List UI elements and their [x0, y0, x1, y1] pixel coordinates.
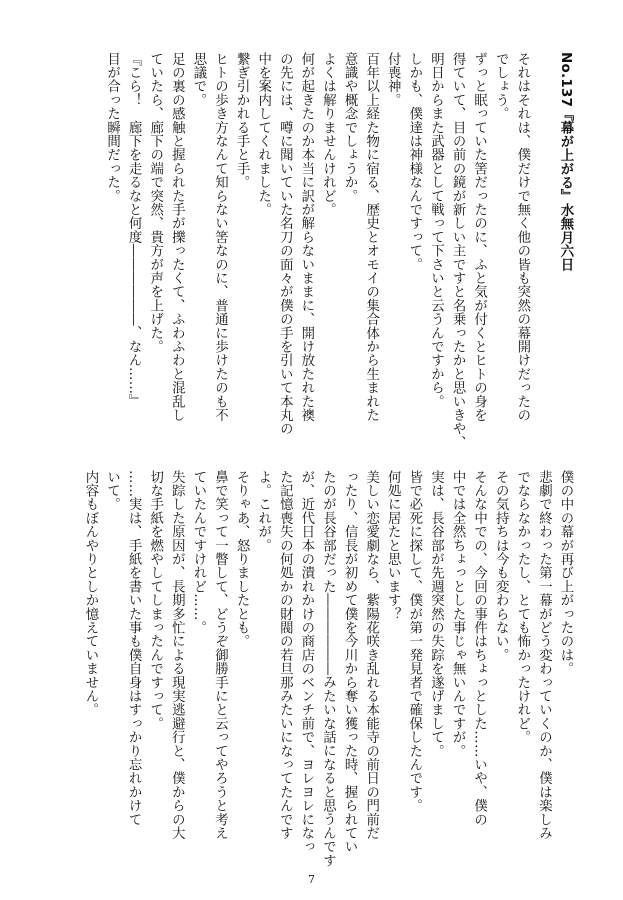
text-line: そりゃあ、怒りましたとも。: [234, 470, 250, 649]
text-line: たのが長谷部だった――――――みたいな話になると思うんです: [320, 470, 336, 868]
text-line: 百年以上経た物に宿る、歴史とオモイの集合体から生まれた: [363, 52, 379, 422]
text-line: 悲劇で終わった第一幕がどう変わっていくのか、僕は楽しみ: [536, 470, 552, 840]
lower-text-block: [79, 470, 576, 868]
upper-text-block: [101, 52, 576, 450]
text-line: 意識や概念でしょうか。: [342, 52, 358, 203]
text-line: の先には、噂に聞いていた名刀の面々が僕の手を引いて本丸の: [277, 52, 293, 436]
text-line: よ。これが。: [255, 470, 271, 553]
text-line: が、近代日本の潰れかけの商店のベンチ前で、ヨレヨレになっ: [298, 470, 314, 854]
text-line: それはそれは、僕だけで無く他の皆も突然の幕開けだったの: [514, 52, 530, 422]
text-line: 中では全然ちょっとした事じゃ無いんですが。: [450, 470, 466, 758]
text-line: 思議で。: [190, 52, 206, 107]
text-line: 得ていて、目の前の鏡が新しい主ですと名乗ったかと思いきや、: [450, 52, 466, 450]
text-line: 目が合った瞬間だった。: [104, 52, 120, 203]
text-line: 『こら！ 廊下を走るなと何度――――――、なん……』: [126, 52, 142, 409]
text-line: 切な手紙を燃やしてしまったんですって。: [147, 470, 163, 731]
text-line: そんな中での、今回の事件はちょっとした……いや、僕の: [471, 470, 487, 827]
text-line: た記憶喪失の何処かの財閥の若旦那みたいになってたんです: [277, 470, 293, 840]
text-line: いて。: [104, 470, 120, 512]
text-line: ……実は、手紙を書いた事も僕自身はすっかり忘れかけて: [126, 470, 142, 827]
chapter-heading: No.137『幕が上がる』水無月六日: [558, 52, 573, 272]
text-line: 内容もぼんやりとしか憶えていません。: [82, 470, 98, 717]
text-line: 中を案内してくれました。: [255, 52, 271, 217]
text-line: ったり、信長が初めて僕を今川から奪い獲った時、握られてい: [342, 470, 358, 854]
text-line: 美しい恋愛劇なら、紫陽花咲き乱れる本能寺の前日の門前だ: [363, 470, 379, 840]
text-line: でしょう。: [493, 52, 509, 121]
text-line: 繋ぎ引かれる手と手。: [234, 52, 250, 189]
text-line: しかも、僕達は神様なんですって。: [406, 52, 422, 272]
text-line: よくは解りませんけれど。: [320, 52, 336, 217]
text-line: その気持ちは今も変わらない。: [493, 470, 509, 662]
text-line: 僕の中の幕が再び上がったのは。: [558, 470, 573, 676]
text-line: 鼻で笑って一瞥して、どうぞ御勝手にと云ってやろうと考え: [212, 470, 228, 840]
text-line: 付喪神。: [385, 52, 401, 107]
text-line: 明日からまた武器として戦って下さいと云うんですから。: [428, 52, 444, 409]
page-number: 7: [308, 873, 315, 886]
text-line: 皆で必死に探して、僕が第一発見者で確保したんです。: [406, 470, 422, 813]
text-line: 何処に居たと思います？: [385, 470, 401, 621]
text-line: 何が起きたのか本当に訳が解らないままに、開け放たれた襖: [298, 52, 314, 422]
text-line: 足の裏の感触と握られた手が擽ったくて、ふわふわと混乱し: [169, 52, 185, 422]
text-line: でならなかったし、とても怖かったけれど。: [514, 470, 530, 744]
text-line: 失踪した原因が、長期多忙による現実逃避行と、僕からの大: [169, 470, 185, 840]
text-line: 実は、長谷部が先週突然の失踪を遂げまして。: [428, 470, 444, 758]
text-line: ていたんですけれど……。: [190, 470, 206, 635]
text-line: ずっと眠っていた筈だったのに、ふと気が付くとヒトの身を: [471, 52, 487, 422]
text-line: [533, 52, 555, 442]
text-line: ていたら、廊下の端で突然、貴方が声を上げた。: [147, 52, 163, 354]
text-line: ヒトの歩き方なんて知らない筈なのに、普通に歩けたのも不: [212, 52, 228, 422]
